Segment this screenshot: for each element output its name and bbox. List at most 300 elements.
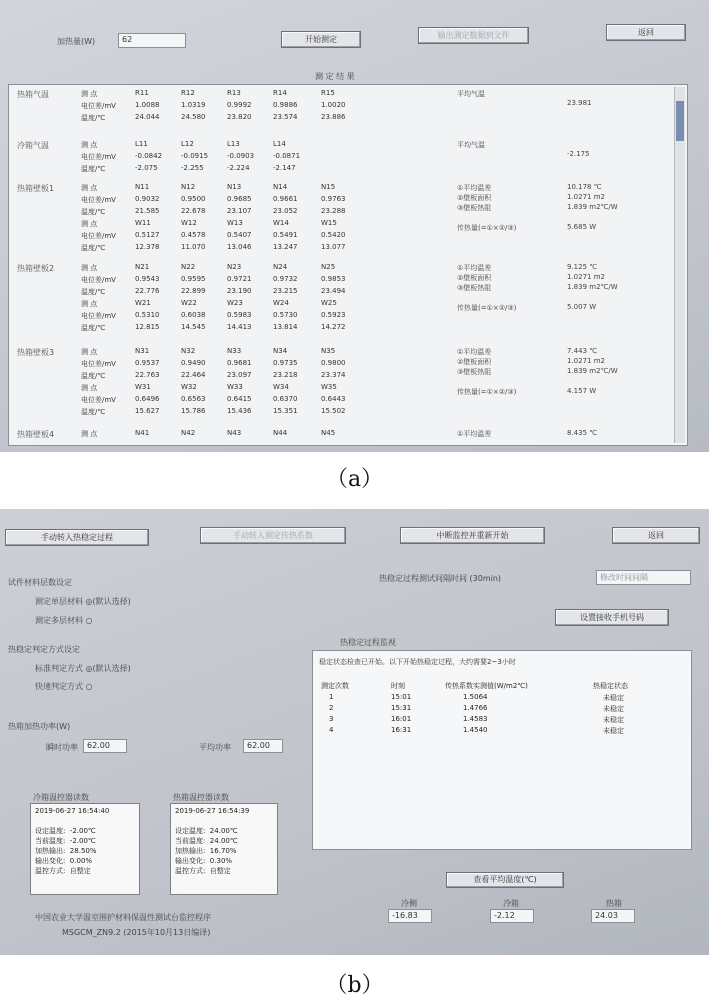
row-value: 0.9886 <box>273 101 298 109</box>
results-row <box>81 263 381 274</box>
row-value: 22.763 <box>135 371 160 379</box>
results-row <box>81 347 381 358</box>
summary-value: 1.839 m2℃/W <box>567 203 618 211</box>
row-value: 0.9537 <box>135 359 160 367</box>
summary-line <box>457 263 598 273</box>
results-row <box>81 183 381 194</box>
results-row <box>81 383 381 394</box>
results-row <box>81 152 381 163</box>
summary-value: 9.125 ℃ <box>567 263 598 271</box>
summary-value: 1.839 m2℃/W <box>567 367 618 375</box>
results-section <box>9 183 679 263</box>
row-value: L13 <box>227 140 240 148</box>
row-value: N45 <box>321 429 336 437</box>
row-value: 11.070 <box>181 243 206 251</box>
hot-box-value: 24.03 <box>591 909 635 923</box>
summary-label: ②壁板面积 <box>457 274 492 282</box>
row-value: 1.0088 <box>135 101 160 109</box>
row-label: 测 点 <box>81 348 98 356</box>
interval-field[interactable]: 修改时间间隔 <box>596 570 691 585</box>
section-name: 热箱壁板3 <box>17 348 55 357</box>
row-value: 15.502 <box>321 407 346 415</box>
results-row <box>81 113 381 124</box>
monitor-cell: 2 <box>329 704 334 712</box>
row-value: 15.786 <box>181 407 206 415</box>
row-value: W31 <box>135 383 151 391</box>
results-row <box>81 429 381 440</box>
hot-box-label: 热箱 <box>606 899 622 908</box>
row-value: R12 <box>181 89 195 97</box>
results-row <box>81 371 381 382</box>
row-value: -2.075 <box>135 164 158 172</box>
row-value: 0.6496 <box>135 395 160 403</box>
summary-line <box>457 273 605 283</box>
summary-value: 8.435 ℃ <box>567 429 598 437</box>
judge-standard-radio[interactable]: 标准判定方式 ◎(默认选择) <box>35 664 131 673</box>
row-value: 0.9490 <box>181 359 206 367</box>
results-section <box>9 429 679 446</box>
row-value: 0.9661 <box>273 195 298 203</box>
controller-line: 2019-06-27 16:54:39 <box>175 807 250 815</box>
row-value: N25 <box>321 263 336 271</box>
row-value: N11 <box>135 183 150 191</box>
instant-power-label: 瞬时功率 <box>46 743 78 752</box>
monitor-cell: 16:31 <box>391 726 412 734</box>
back-button-b[interactable]: 返回 <box>612 527 700 544</box>
summary-label: 传热量(=①×②/③) <box>457 304 517 312</box>
summary-line <box>457 357 605 367</box>
summary-label: ①平均温差 <box>457 264 492 272</box>
summary-line <box>457 387 597 397</box>
monitor-row <box>313 693 683 703</box>
row-value: 0.9800 <box>321 359 346 367</box>
monitor-cell: 未稳定 <box>603 694 624 702</box>
row-value: N34 <box>273 347 288 355</box>
section-name: 热箱气温 <box>17 90 49 99</box>
row-value: -0.0871 <box>273 152 301 160</box>
row-value: 13.077 <box>321 243 346 251</box>
row-value: N31 <box>135 347 150 355</box>
results-row <box>81 299 381 310</box>
controller-line <box>35 816 135 826</box>
row-value: R13 <box>227 89 241 97</box>
row-value: 12.378 <box>135 243 160 251</box>
row-label: 温度/℃ <box>81 114 106 122</box>
summary-value: 7.443 ℃ <box>567 347 598 355</box>
monitor-cell: 未稳定 <box>603 705 624 713</box>
row-value: 0.6443 <box>321 395 346 403</box>
avg-power-label: 平均功率 <box>199 743 231 752</box>
controller-line: 温控方式: 自整定 <box>35 867 91 875</box>
row-value: 23.218 <box>273 371 298 379</box>
section-name: 冷箱气温 <box>17 141 49 150</box>
monitor-header: 时刻 <box>391 682 405 690</box>
row-label: 测 点 <box>81 384 98 392</box>
controller-line: 设定温度: 24.00℃ <box>175 827 238 835</box>
summary-value: 1.0271 m2 <box>567 357 605 365</box>
row-value: 0.9685 <box>227 195 252 203</box>
row-value: 23.494 <box>321 287 346 295</box>
cold-box-label: 冷箱 <box>503 899 519 908</box>
row-value: 0.9853 <box>321 275 346 283</box>
monitor-header: 热稳定状态 <box>593 682 628 690</box>
summary-value: 5.007 W <box>567 303 597 311</box>
row-value: 15.627 <box>135 407 160 415</box>
summary-label: ①平均温差 <box>457 348 492 356</box>
row-value: -2.147 <box>273 164 296 172</box>
row-value: -2.255 <box>181 164 204 172</box>
row-label: 电位差/mV <box>81 360 116 368</box>
summary-line <box>457 367 618 377</box>
summary-line <box>457 193 605 203</box>
row-value: W15 <box>321 219 337 227</box>
monitor-row <box>313 704 683 714</box>
row-value: -0.0915 <box>181 152 209 160</box>
set-phone-button[interactable]: 设置接收手机号码 <box>555 609 669 626</box>
results-row <box>81 243 381 254</box>
controller-line: 输出变化: 0.30% <box>175 857 233 865</box>
monitor-cell: 16:01 <box>391 715 412 723</box>
row-value: 23.886 <box>321 113 346 121</box>
row-value: W35 <box>321 383 337 391</box>
summary-line <box>457 140 485 150</box>
row-label: 测 点 <box>81 264 98 272</box>
monitor-cell: 未稳定 <box>603 727 624 735</box>
row-value: 23.097 <box>227 371 252 379</box>
row-value: 15.436 <box>227 407 252 415</box>
row-value: -0.0903 <box>227 152 255 160</box>
results-panel[interactable] <box>8 84 688 446</box>
row-label: 电位差/mV <box>81 102 116 110</box>
row-label: 温度/℃ <box>81 372 106 380</box>
row-value: N14 <box>273 183 288 191</box>
row-value: 0.9595 <box>181 275 206 283</box>
controller-line: 加热输出: 16.70% <box>175 847 237 855</box>
row-label: 温度/℃ <box>81 408 106 416</box>
row-value: W21 <box>135 299 151 307</box>
row-label: 测 点 <box>81 300 98 308</box>
row-value: N22 <box>181 263 196 271</box>
hot-controller-box <box>170 803 278 895</box>
summary-label: 平均气温 <box>457 90 485 98</box>
row-value: W34 <box>273 383 289 391</box>
row-value: -0.0842 <box>135 152 163 160</box>
monitor-cell: 未稳定 <box>603 716 624 724</box>
controller-line: 加热输出: 28.50% <box>35 847 97 855</box>
panel-a-screenshot <box>0 0 709 452</box>
row-value: 24.580 <box>181 113 206 121</box>
row-value: N12 <box>181 183 196 191</box>
row-label: 温度/℃ <box>81 208 106 216</box>
results-row <box>81 164 381 175</box>
controller-line: 温控方式: 自整定 <box>175 867 231 875</box>
row-value: 0.9500 <box>181 195 206 203</box>
row-value: R11 <box>135 89 149 97</box>
row-value: 1.0319 <box>181 101 206 109</box>
summary-value: 4.157 W <box>567 387 597 395</box>
row-value: R15 <box>321 89 335 97</box>
results-row <box>81 219 381 230</box>
material-single-radio[interactable]: 测定单层材料 ◎(默认选择) <box>35 597 131 606</box>
row-value: -2.224 <box>227 164 250 172</box>
row-value: 0.9721 <box>227 275 252 283</box>
row-value: 0.6563 <box>181 395 206 403</box>
row-label: 温度/℃ <box>81 165 106 173</box>
row-value: 0.6038 <box>181 311 206 319</box>
results-row <box>81 323 381 334</box>
monitor-cell: 1.5064 <box>463 693 488 701</box>
heating-label: 加热量(W) <box>57 37 96 46</box>
section-name: 热箱壁板4 <box>17 430 55 439</box>
cold-controller-box <box>30 803 140 895</box>
row-value: 13.247 <box>273 243 298 251</box>
row-value: 22.678 <box>181 207 206 215</box>
controller-line <box>175 816 273 826</box>
row-value: L12 <box>181 140 194 148</box>
results-section <box>9 263 679 343</box>
row-value: W25 <box>321 299 337 307</box>
row-value: 23.288 <box>321 207 346 215</box>
controller-line: 设定温度: -2.00℃ <box>35 827 96 835</box>
row-value: W14 <box>273 219 289 227</box>
program-title: 中国农业大学温室围护材料保温性测试台监控程序 <box>35 913 211 922</box>
row-value: 0.5730 <box>273 311 298 319</box>
monitor-cell: 15:31 <box>391 704 412 712</box>
row-value: 13.046 <box>227 243 252 251</box>
section-name: 热箱壁板2 <box>17 264 55 273</box>
row-value: N43 <box>227 429 242 437</box>
controller-line: 2019-06-27 16:54:40 <box>35 807 110 815</box>
section-name: 热箱壁板1 <box>17 184 55 193</box>
row-label: 电位差/mV <box>81 153 116 161</box>
row-value: 22.776 <box>135 287 160 295</box>
row-value: W32 <box>181 383 197 391</box>
summary-label: ①平均温差 <box>457 184 492 192</box>
summary-label: 传热量(=①×②/③) <box>457 224 517 232</box>
results-row <box>81 287 381 298</box>
row-label: 电位差/mV <box>81 196 116 204</box>
results-row <box>81 311 381 322</box>
heating-input[interactable]: 62 <box>118 33 186 48</box>
row-value: N33 <box>227 347 242 355</box>
row-label: 测 点 <box>81 141 98 149</box>
summary-value: 1.0271 m2 <box>567 193 605 201</box>
summary-line <box>457 223 597 233</box>
row-label: 温度/℃ <box>81 288 106 296</box>
results-row <box>81 231 381 242</box>
summary-line <box>457 429 598 439</box>
row-label: 测 点 <box>81 90 98 98</box>
summary-label: ③壁板热阻 <box>457 284 492 292</box>
row-value: W22 <box>181 299 197 307</box>
monitor-row <box>313 715 683 725</box>
cold-side-value: -16.83 <box>388 909 432 923</box>
cold-controller-title: 冷箱温控器读数 <box>33 793 89 802</box>
export-data-button[interactable]: 输出测定数据到文件 <box>418 27 529 44</box>
row-value: 0.9735 <box>273 359 298 367</box>
summary-label: 平均气温 <box>457 141 485 149</box>
row-value: W24 <box>273 299 289 307</box>
row-value: 23.820 <box>227 113 252 121</box>
row-label: 电位差/mV <box>81 232 116 240</box>
row-value: W11 <box>135 219 151 227</box>
row-label: 温度/℃ <box>81 244 106 252</box>
row-value: 14.545 <box>181 323 206 331</box>
material-title: 试件材料层数设定 <box>8 578 72 587</box>
summary-value: 5.685 W <box>567 223 597 231</box>
row-label: 测 点 <box>81 430 98 438</box>
cold-box-value: -2.12 <box>490 909 534 923</box>
row-label: 温度/℃ <box>81 324 106 332</box>
row-value: 14.272 <box>321 323 346 331</box>
monitor-cell: 1.4766 <box>463 704 488 712</box>
judge-title: 热稳定判定方式设定 <box>8 645 80 654</box>
row-label: 电位差/mV <box>81 396 116 404</box>
monitor-header: 测定次数 <box>321 682 349 690</box>
material-multi-radio[interactable]: 测定多层材料 ○ <box>35 616 93 625</box>
cold-side-label: 冷侧 <box>401 899 417 908</box>
row-value: 0.9681 <box>227 359 252 367</box>
row-value: 12.815 <box>135 323 160 331</box>
monitor-cell: 1.4583 <box>463 715 488 723</box>
results-row <box>81 275 381 286</box>
summary-label: ③壁板热阻 <box>457 204 492 212</box>
row-value: 0.5491 <box>273 231 298 239</box>
row-value: 23.107 <box>227 207 252 215</box>
interval-label: 热稳定过程测试间隔时间 (30min) <box>379 574 502 583</box>
hot-controller-title: 热箱温控器读数 <box>173 793 229 802</box>
results-row <box>81 101 381 112</box>
row-value: 21.585 <box>135 207 160 215</box>
results-row <box>81 395 381 406</box>
row-value: 24.044 <box>135 113 160 121</box>
row-value: 0.6415 <box>227 395 252 403</box>
row-value: W12 <box>181 219 197 227</box>
row-value: 0.5310 <box>135 311 160 319</box>
row-value: N32 <box>181 347 196 355</box>
results-row <box>81 89 381 100</box>
row-value: 0.5983 <box>227 311 252 319</box>
view-avg-temp-button[interactable]: 查看平均温度(℃) <box>446 872 564 888</box>
summary-label: 传热量(=①×②/③) <box>457 388 517 396</box>
monitor-title: 热稳定过程监视 <box>340 638 396 647</box>
row-value: W13 <box>227 219 243 227</box>
row-label: 电位差/mV <box>81 276 116 284</box>
manual-steady-button[interactable]: 手动转入热稳定过程 <box>5 529 149 546</box>
summary-label: ②壁板面积 <box>457 358 492 366</box>
monitor-panel[interactable] <box>312 650 692 850</box>
row-value: 0.5923 <box>321 311 346 319</box>
back-button[interactable]: 返回 <box>606 24 686 41</box>
row-value: 22.899 <box>181 287 206 295</box>
results-row <box>81 207 381 218</box>
controller-line: 当前温度: 24.00℃ <box>175 837 238 845</box>
row-value: N41 <box>135 429 150 437</box>
row-value: 1.0020 <box>321 101 346 109</box>
monitor-cell: 4 <box>329 726 334 734</box>
monitor-status: 稳定状态检查已开始。以下开始热稳定过程，大约需要2~3小时 <box>319 658 516 666</box>
power-title: 热箱加热功率(W) <box>8 722 71 731</box>
row-value: L11 <box>135 140 148 148</box>
controller-line: 输出变化: 0.00% <box>35 857 93 865</box>
monitor-cell: 1 <box>329 693 334 701</box>
row-value: 0.5127 <box>135 231 160 239</box>
row-value: 0.9992 <box>227 101 252 109</box>
summary-line <box>457 203 618 213</box>
monitor-cell: 1.4540 <box>463 726 488 734</box>
summary-value: -2.175 <box>567 150 590 158</box>
row-value: 13.814 <box>273 323 298 331</box>
row-value: 22.464 <box>181 371 206 379</box>
row-value: 0.9032 <box>135 195 160 203</box>
row-value: N13 <box>227 183 242 191</box>
caption-a: （a） <box>325 467 384 492</box>
row-value: N42 <box>181 429 196 437</box>
results-row <box>81 140 381 151</box>
monitor-cell: 3 <box>329 715 334 723</box>
judge-fast-radio[interactable]: 快速判定方式 ○ <box>35 682 93 691</box>
results-section <box>9 347 679 427</box>
row-label: 测 点 <box>81 184 98 192</box>
summary-value: 1.839 m2℃/W <box>567 283 618 291</box>
summary-label: ②壁板面积 <box>457 194 492 202</box>
row-value: L14 <box>273 140 286 148</box>
results-title: 测 定 结 果 <box>315 72 355 81</box>
row-value: 0.5407 <box>227 231 252 239</box>
summary-label: ①平均温差 <box>457 430 492 438</box>
avg-power-field: 62.00 <box>243 739 283 753</box>
row-value: 23.374 <box>321 371 346 379</box>
row-value: N35 <box>321 347 336 355</box>
row-value: W23 <box>227 299 243 307</box>
summary-value: 1.0271 m2 <box>567 273 605 281</box>
program-version: MSGCM_ZN9.2 (2015年10月13日编译) <box>62 928 211 937</box>
monitor-header: 传热系数实测值(W/m2℃) <box>445 682 528 690</box>
instant-power-field: 62.00 <box>83 739 127 753</box>
caption-b: （b） <box>325 973 384 998</box>
row-value: 23.574 <box>273 113 298 121</box>
row-value: R14 <box>273 89 287 97</box>
summary-line <box>457 183 602 193</box>
manual-measure-button[interactable]: 手动转入测定传热系数 <box>200 527 346 544</box>
row-value: N24 <box>273 263 288 271</box>
row-value: 23.190 <box>227 287 252 295</box>
results-row <box>81 407 381 418</box>
row-value: 0.9732 <box>273 275 298 283</box>
results-row <box>81 359 381 370</box>
row-value: 0.4578 <box>181 231 206 239</box>
row-value: N21 <box>135 263 150 271</box>
summary-value: 10.178 ℃ <box>567 183 602 191</box>
panel-b-screenshot <box>0 509 709 955</box>
row-value: N15 <box>321 183 336 191</box>
summary-line <box>457 283 618 293</box>
row-value: 23.052 <box>273 207 298 215</box>
monitor-cell: 15:01 <box>391 693 412 701</box>
row-value: W33 <box>227 383 243 391</box>
row-value: 0.5420 <box>321 231 346 239</box>
abort-restart-button[interactable]: 中断监控并重新开始 <box>400 527 545 544</box>
row-value: 0.9763 <box>321 195 346 203</box>
row-value: 15.351 <box>273 407 298 415</box>
row-value: N23 <box>227 263 242 271</box>
summary-line <box>457 303 597 313</box>
start-measure-button[interactable]: 开始测定 <box>281 31 361 48</box>
row-value: 14.413 <box>227 323 252 331</box>
row-value: 23.215 <box>273 287 298 295</box>
summary-value: 23.981 <box>567 99 592 107</box>
row-label: 测 点 <box>81 220 98 228</box>
